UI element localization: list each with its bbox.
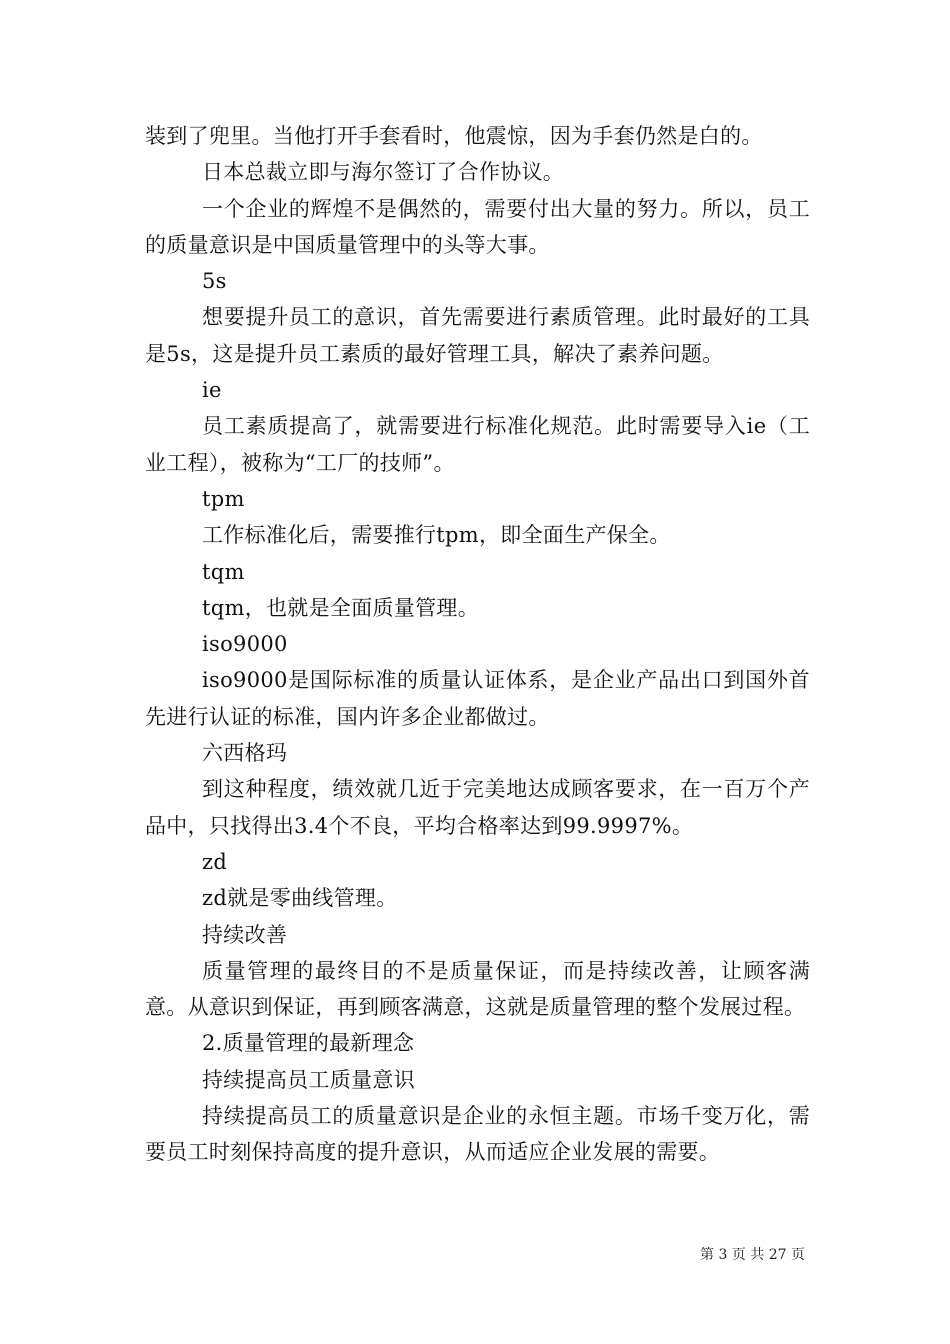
section-heading-iso9000: iso9000 [202,632,288,657]
page-number-footer: 第 3 页 共 27 页 [700,1247,805,1263]
paragraph-continuation: 装到了兜里。当他打开手套看时，他震惊，因为手套仍然是白的。 [145,124,763,148]
section-heading-tqm: tqm [202,559,245,584]
section-heading-zd: zd [202,849,228,874]
paragraph: 日本总裁立即与海尔签订了合作协议。 [202,160,565,185]
paragraph: iso9000是国际标准的质量认证体系，是企业产品出口到国外首先进行认证的标准，国内许多企业都做过。 [145,668,810,729]
paragraph: 工作标准化后，需要推行tpm，即全面生产保全。 [202,523,671,548]
section-heading-ie: ie [202,378,222,403]
paragraph: 一个企业的辉煌不是偶然的，需要付出大量的努力。所以，员工的质量意识是中国质量管理中的头等大事。 [145,196,810,257]
body-text [145,118,810,1171]
paragraph: 想要提升员工的意识，首先需要进行素质管理。此时最好的工具是5s，这是提升员工素质的最好管理工具，解决了素养问题。 [145,305,810,366]
paragraph: zd就是零曲线管理。 [202,886,398,911]
paragraph: tqm，也就是全面质量管理。 [202,595,479,620]
paragraph: 到这种程度，绩效就几近于完美地达成顾客要求，在一百万个产品中，只找得出3.4个不良，平均合格率达到99.9997%。 [145,777,810,838]
section-heading-5s: 5s [202,269,227,294]
section-heading-tpm: tpm [202,486,245,511]
section-subheading: 持续提高员工质量意识 [202,1067,415,1092]
section-heading-six-sigma: 六西格玛 [202,741,288,766]
paragraph: 员工素质提高了，就需要进行标准化规范。此时需要导入ie（工业工程），被称为“工厂的技师”。 [145,414,810,475]
paragraph: 质量管理的最终目的不是质量保证，而是持续改善，让顾客满意。从意识到保证，再到顾客满意，这就是质量管理的整个发展过程。 [145,958,810,1020]
section-heading-latest-concepts: 2.质量管理的最新理念 [202,1031,415,1056]
paragraph: 持续提高员工的质量意识是企业的永恒主题。市场千变万化，需要员工时刻保持高度的提升意识，从而适应企业发展的需要。 [145,1104,810,1165]
section-heading-continuous-improvement: 持续改善 [202,922,288,947]
